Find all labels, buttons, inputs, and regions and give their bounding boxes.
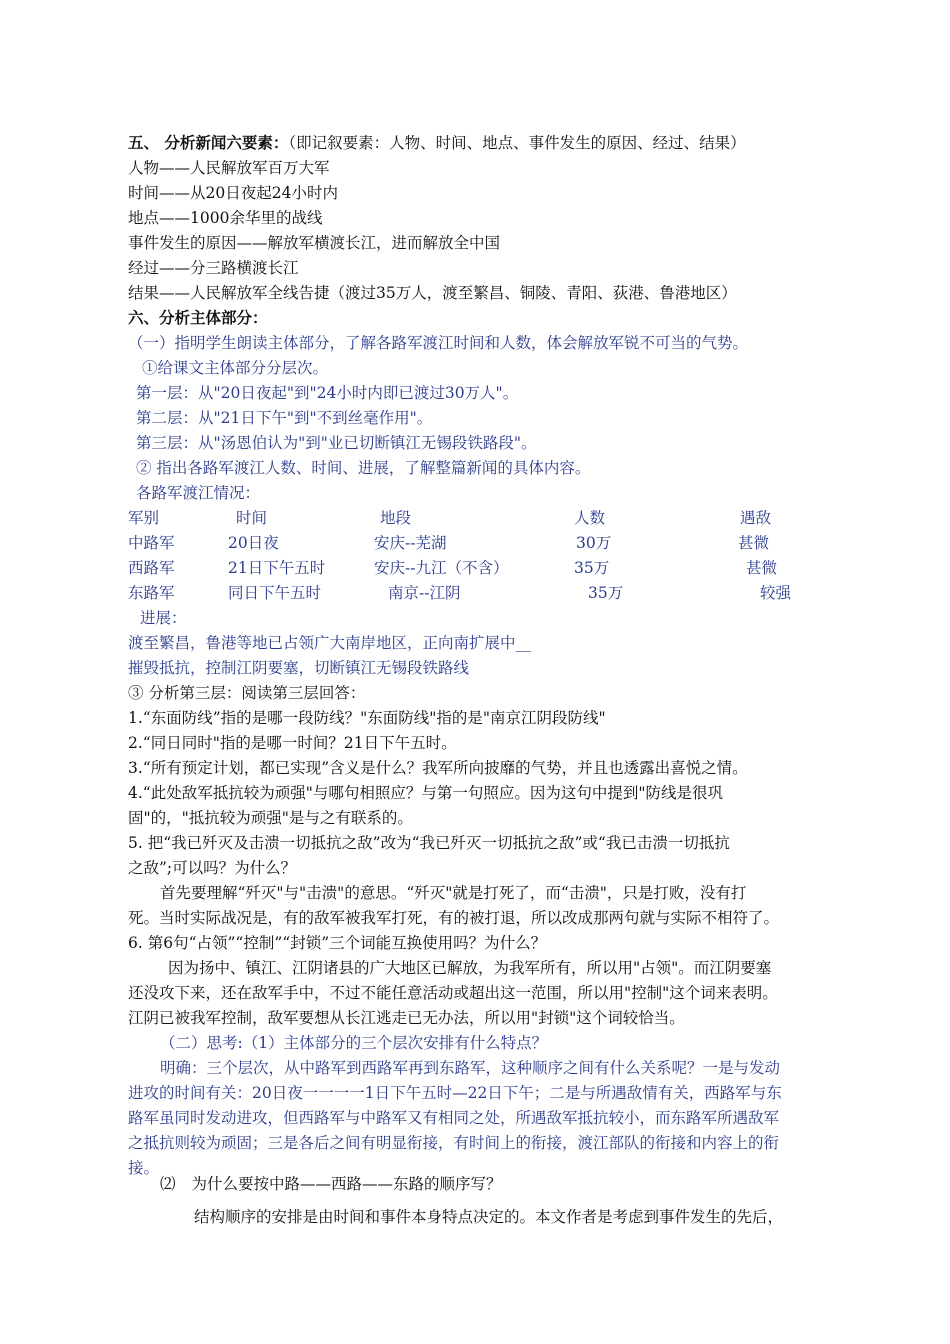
section-5-note: （即记叙要素：人物、时间、地点、事件发生的原因、经过、结果）: [288, 134, 746, 152]
answer-paragraph-line-1: 明确：三个层次，从中路军到西路军再到东路军，这种顺序之间有什么关系呢？一是与发动: [160, 1059, 781, 1077]
table-cell: 35万: [588, 584, 624, 602]
element-place: 地点——1000余华里的战线: [128, 209, 323, 227]
question-2-answer: 结构顺序的安排是由时间和事件本身特点决定的。本文作者是考虑到事件发生的先后，: [194, 1208, 784, 1226]
progress-line-2: 摧毁抵抗，控制江阴要塞，切断镇江无锡段铁路线: [128, 659, 470, 677]
element-result: 结果——人民解放军全线告捷（渡过35万人，渡至繁昌、铜陵、青阳、荻港、鲁港地区）: [128, 284, 737, 302]
element-process: 经过——分三路横渡长江: [128, 259, 299, 277]
question-2-line: [160, 1174, 502, 1194]
layering-instruction: ①给课文主体部分分层次。: [142, 359, 329, 377]
question-2: 2.“同日同时"指的是哪一时间？21日下午五时。: [128, 734, 457, 752]
answer-paragraph-line-2: 进攻的时间有关：20日夜一一一一1日下午五时—22日下午；二是与所遇敌情有关，西路军与东: [128, 1084, 782, 1102]
question-5-line-2: 之敌”;可以吗？为什么？: [128, 859, 297, 877]
table-cell: 甚微: [746, 559, 778, 577]
layer-3: 第三层：从"汤恩伯认为"到"业已切断镇江无锡段铁路段"。: [136, 434, 537, 452]
table-cell: 30万: [576, 534, 612, 552]
answer-paragraph-line-5: 接。: [128, 1159, 160, 1177]
answer-5-line-1: 首先要理解“歼灭"与"击溃"的意思。“歼灭"就是打死了，而“击溃"，只是打败，没有打: [160, 884, 747, 902]
answer-6-line-1: 因为扬中、镇江、江阴诸县的广大地区已解放，为我军所有，所以用"占领"。而江阴要塞: [168, 959, 772, 977]
answer-paragraph-line-4: 之抵抗则较为顽固；三是各后之间有明显衔接，有时间上的衔接，渡江部队的衔接和内容上的衔: [128, 1134, 780, 1152]
table-header: 人数: [574, 509, 606, 527]
section-6-heading: 六、分析主体部分：: [128, 308, 268, 327]
answer-paragraph-line-3: 路军虽同时发动进攻，但西路军与中路军又有相同之处，所遇敌军抵抗较小，而东路军所遇敌军: [128, 1109, 780, 1127]
section-5-heading: 五、 分析新闻六要素：: [128, 133, 289, 152]
table-cell: 安庆--芜湖: [374, 534, 447, 552]
question-6: 6. 第6句“占领”“控制”“封锁”三个词能互换使用吗？为什么？: [128, 934, 547, 952]
table-cell: 21日下午五时: [228, 559, 326, 577]
table-title: 各路军渡江情况：: [136, 484, 261, 502]
table-cell: 南京--江阴: [388, 584, 461, 602]
question-2-text: 为什么要按中路——西路——东路的顺序写？: [191, 1175, 502, 1193]
layer-1: 第一层：从"20日夜起"到"24小时内即已渡过30万人"。: [136, 384, 519, 402]
progress-line-1: 渡至繁昌，鲁港等地已占领广大南岸地区，正向南扩展中__: [128, 634, 532, 652]
table-cell: 中路军: [128, 534, 175, 552]
table-cell: 20日夜: [228, 534, 279, 552]
progress-label: 进展：: [140, 609, 187, 627]
question-2-number: ⑵: [160, 1175, 176, 1193]
answer-6-line-3: 江阴已被我军控制，敌军要想从长江逃走已无办法，所以用"封锁"这个词较恰当。: [128, 1009, 685, 1027]
table-cell: 35万: [574, 559, 610, 577]
content-instruction: ② 指出各路军渡江人数、时间、进展，了解整篇新闻的具体内容。: [136, 459, 591, 477]
table-cell: 同日下午五时: [228, 584, 322, 602]
table-cell: 东路军: [128, 584, 175, 602]
element-person: 人物——人民解放军百万大军: [128, 159, 330, 177]
table-header: 军别: [128, 509, 160, 527]
layer-2: 第二层：从"21日下午"到"不到丝毫作用"。: [136, 409, 433, 427]
table-header: 地段: [380, 509, 412, 527]
section-5-heading-line: [128, 133, 746, 153]
section-6-paragraph-1: （一）指明学生朗读主体部分，了解各路军渡江时间和人数，体会解放军锐不可当的气势。: [128, 334, 749, 352]
layer-3-analysis: ③ 分析第三层：阅读第三层回答：: [128, 684, 366, 702]
element-cause: 事件发生的原因——解放军横渡长江，进而解放全中国: [128, 234, 501, 252]
question-4-line-1: 4.“此处敌军抵抗较为顽强"与哪句相照应？与第一句照应。因为这句中提到"防线是很巩: [128, 784, 723, 802]
table-header: 时间: [236, 509, 268, 527]
answer-5-line-2: 死。当时实际战况是，有的敌军被我军打死，有的被打退，所以改成那两句就与实际不相符了。: [128, 909, 780, 927]
question-1: 1.“东面防线”指的是哪一段防线？"东面防线"指的是"南京江阴段防线": [128, 709, 606, 727]
element-time: 时间——从20日夜起24小时内: [128, 184, 338, 202]
table-cell: 安庆--九江（不含）: [374, 559, 509, 577]
answer-6-line-2: 还没攻下来，还在敌军手中，不过不能任意活动或超出这一范围，所以用"控制"这个词来表明。: [128, 984, 778, 1002]
think-question: （二）思考:（1）主体部分的三个层次安排有什么特点？: [160, 1034, 548, 1052]
question-3: 3.“所有预定计划，都已实现”含义是什么？我军所向披靡的气势，并且也透露出喜悦之情。: [128, 759, 748, 777]
question-5-line-1: 5. 把“我已歼灭及击溃一切抵抗之敌”改为“我已歼灭一切抵抗之敌”或“我已击溃一切抵抗: [128, 834, 730, 852]
table-cell: 西路军: [128, 559, 175, 577]
table-cell: 甚微: [738, 534, 770, 552]
table-cell: 较强: [760, 584, 792, 602]
table-header: 遇敌: [740, 509, 772, 527]
question-4-line-2: 固"的，"抵抗较为顽强"是与之有联系的。: [128, 809, 413, 827]
